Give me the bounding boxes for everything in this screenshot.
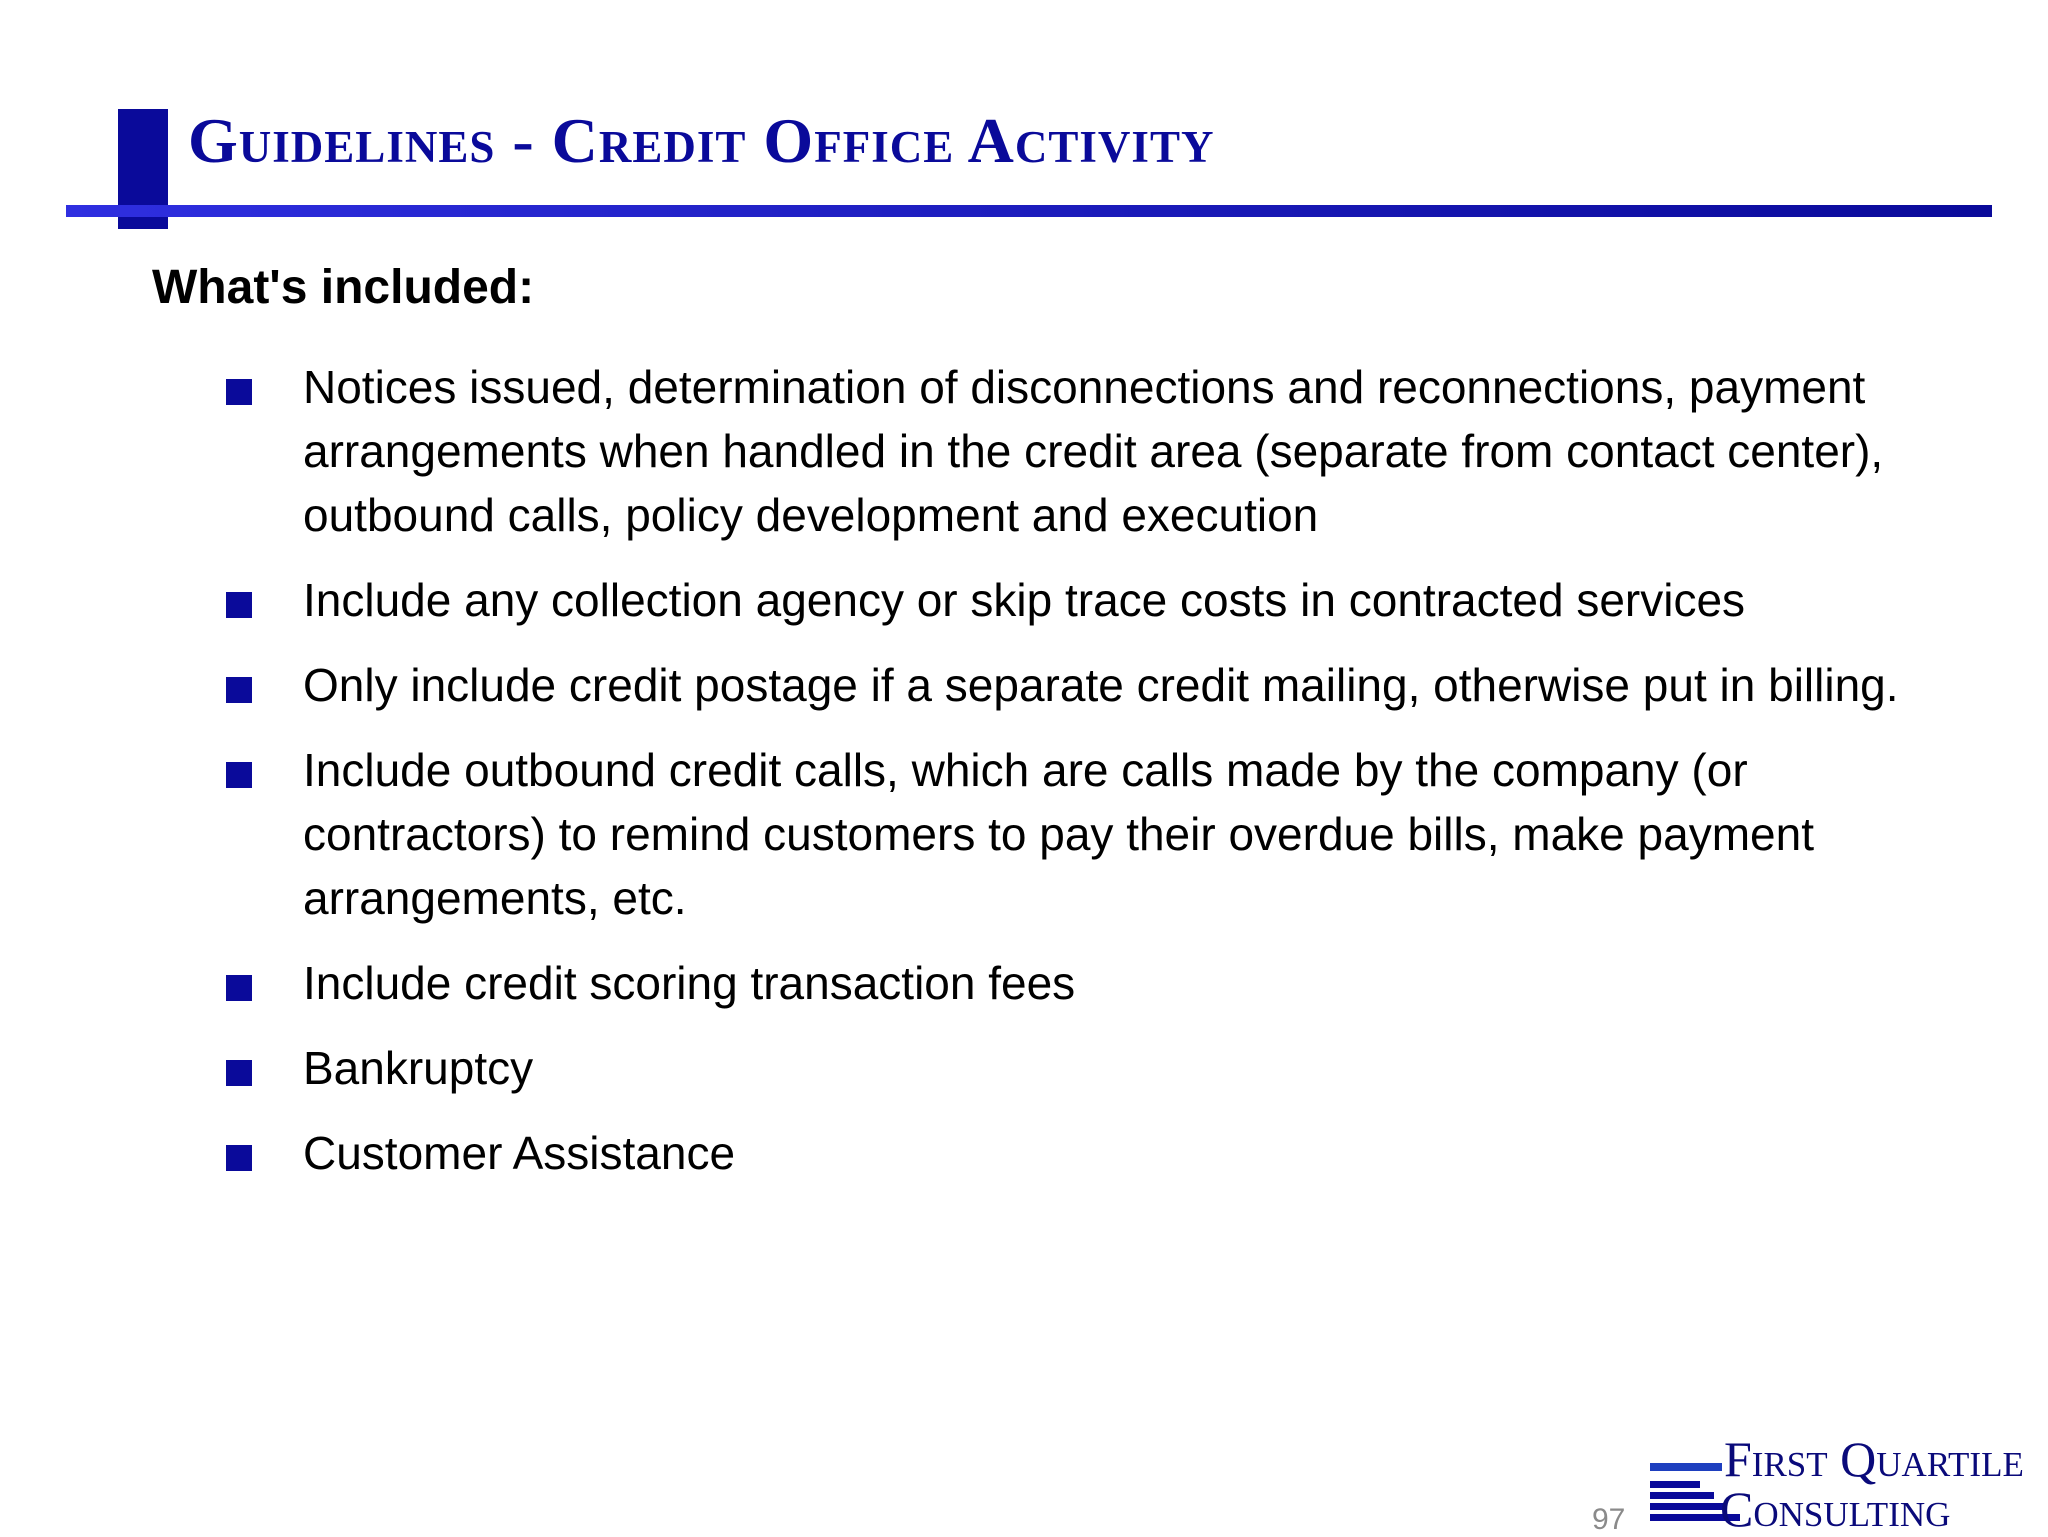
bullet-item: [226, 951, 1926, 1015]
bullet-text: Include outbound credit calls, which are calls made by the company (or contractors) to remind customers to pay their overdue bills, make payment arrangements, etc.: [303, 744, 1814, 924]
bullet-text: Only include credit postage if a separate credit mailing, otherwise put in billing.: [303, 659, 1899, 711]
section-subheading: What's included:: [152, 261, 535, 314]
bullet-item: [226, 355, 1926, 547]
square-bullet-icon: [226, 1060, 252, 1086]
slide-title: Guidelines - Credit Office Activity: [188, 105, 1215, 176]
bullet-item: [226, 1121, 1926, 1185]
title-underline-rule: [66, 205, 1992, 217]
bullet-item: [226, 568, 1926, 632]
bullet-text: Notices issued, determination of disconnections and reconnections, payment arrangements when handled in the credit area (separate from contact center), outbound calls, policy development and execution: [303, 361, 1884, 541]
square-bullet-icon: [226, 379, 252, 405]
square-bullet-icon: [226, 762, 252, 788]
square-bullet-icon: [226, 677, 252, 703]
bullet-text: Customer Assistance: [303, 1127, 736, 1179]
logo-line-first-quartile: First Quartile: [1724, 1431, 2024, 1487]
bullet-item: [226, 653, 1926, 717]
page-number: 97: [1592, 1503, 1626, 1536]
bullet-item: [226, 1036, 1926, 1100]
logo-line-consulting: Consulting: [1720, 1481, 1951, 1537]
bullet-item: [226, 738, 1926, 930]
bullet-text: Bankruptcy: [303, 1042, 534, 1094]
square-bullet-icon: [226, 975, 252, 1001]
company-logo-text: [1718, 1431, 2048, 1537]
bullet-list: [226, 355, 1926, 1206]
bullet-text: Include any collection agency or skip trace costs in contracted services: [303, 574, 1746, 626]
square-bullet-icon: [226, 592, 252, 618]
bullet-text: Include credit scoring transaction fees: [303, 957, 1076, 1009]
square-bullet-icon: [226, 1145, 252, 1171]
